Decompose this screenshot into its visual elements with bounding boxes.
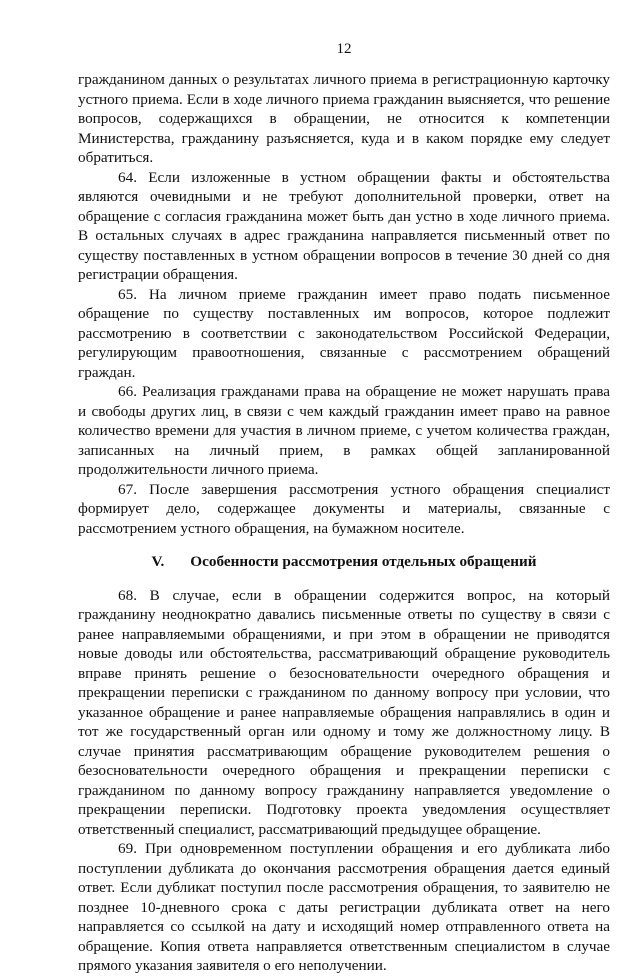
section-number: V. bbox=[151, 553, 165, 570]
paragraph-68: 68. В случае, если в обращении содержится вопрос, на который гражданину неоднократно давались письменные ответы по существу в связи с ранее направляемыми обращениями, и при этом в обращении не приводятся новые доводы или обстоятельства, рассматривающий обращение руководитель вправе принять решение о безосновательности очередного обращения и прекращении переписки с гражданином по данному вопросу при условии, что указанное обращение и ранее направляемые обращения направлялись в один и тот же государственный орган или одному и тому же должностному лицу. В случае принятия рассматривающим обращение руководителем решения о безосновательности очередного обращения и прекращении переписки с гражданином по данному вопросу гражданину направляется уведомление о прекращении переписки. Подготовку проекта уведомления осуществляет ответственный специалист, рассматривающий предыдущее обращение. bbox=[78, 586, 610, 838]
paragraph-66: 66. Реализация гражданами права на обращение не может нарушать права и свободы других лиц, в связи с чем каждый гражданин имеет право на равное количество времени для участия в личном приеме, с учетом количества граждан, записанных на личный прием, в рамках общей запланированной продолжительности личного приема. bbox=[78, 383, 610, 478]
paragraph-64: 64. Если изложенные в устном обращении факты и обстоятельства являются очевидными и не требуют дополнительной проверки, ответ на обращение с согласия гражданина может быть дан устно в ходе личного приема. В остальных случаях в адрес гражданина направляется письменный ответ по существу поставленных в устном обращении вопросов в течение 30 дней со дня регистрации обращения. bbox=[78, 168, 610, 283]
paragraph-65: 65. На личном приеме гражданин имеет право подать письменное обращение по существу поставленных им вопросов, которое подлежит рассмотрению в соответствии с законодательством Российской Федерации, регулирующим правоотношения, связанные с рассмотрением обращений граждан. bbox=[78, 285, 610, 381]
section-heading bbox=[78, 552, 610, 572]
paragraph-67: 67. После завершения рассмотрения устного обращения специалист формирует дело, содержащее документы и материалы, связанные с рассмотрением устного обращения, на бумажном носителе. bbox=[78, 480, 610, 537]
page-number: 12 bbox=[336, 41, 352, 57]
continuation-paragraph: гражданином данных о результатах личного приема в регистрационную карточку устного приема. Если в ходе личного приема гражданин выясняется, что решение вопросов, содержащихся в обращении, не относится к компетенции Министерства, гражданину разъясняется, куда и в каком порядке ему следует обратиться. bbox=[78, 71, 610, 166]
section-title: Особенности рассмотрения отдельных обращений bbox=[190, 553, 537, 570]
paragraph-69: 69. При одновременном поступлении обращения и его дубликата либо поступлении дубликата до окончания рассмотрения обращения дается единый ответ. Если дубликат поступил после рассмотрения обращения, то заявителю не позднее 10-дневного срока с даты регистрации дубликата ответ на него направляется со ссылкой на дату и исходящий номер отправленного ответа на обращение. Копия ответа направляется ответственным специалистом в случае прямого указания заявителя о его неполучении. bbox=[78, 840, 610, 974]
document-body bbox=[78, 70, 610, 976]
